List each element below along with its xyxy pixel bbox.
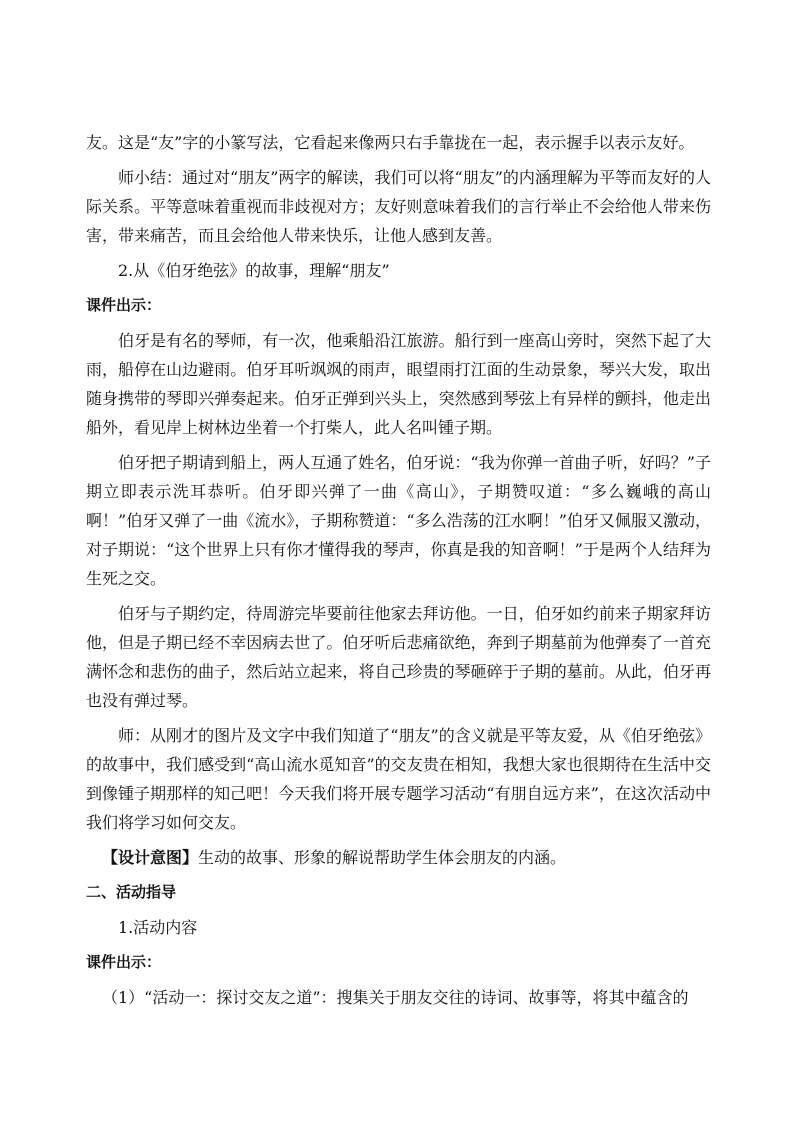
subsection-heading-story: 2.从《伯牙绝弦》的故事，理解“朋友” bbox=[118, 261, 390, 280]
document-page bbox=[86, 128, 711, 1012]
design-intent-text: 生动的故事、形象的解说帮助学生体会朋友的内涵。 bbox=[198, 848, 567, 867]
courseware-label-2: 课件出示： bbox=[86, 953, 162, 971]
paragraph-story-1: 伯牙是有名的琴师，有一次，他乘船沿江旅游。船行到一座高山旁时，突然下起了大雨，船停在山边避雨。伯牙耳听飒飒的雨声，眼望雨打江面的生动景象，琴兴大发，取出随身携带的琴即兴弹奏起来。伯牙正弹到兴头上，突然感到琴弦上有异样的颤抖，他走出船外，看见岸上树林边坐着一个打柴人，此人名叫锺子期。 bbox=[86, 331, 711, 437]
section-heading-activity: 二、活动指导 bbox=[86, 883, 177, 901]
paragraph-story-2: 伯牙把子期请到船上，两人互通了姓名，伯牙说：“我为你弹一首曲子听，好吗？”子期立即表示洗耳恭听。伯牙即兴弹了一曲《高山》，子期赞叹道：“多么巍峨的高山啊！”伯牙又弹了一曲《流水》，子期称赞道：“多么浩荡的江水啊！”伯牙又佩服又激动，对子期说：“这个世界上只有你才懂得我的琴声，你真是我的知音啊！”于是两个人结拜为生死之交。 bbox=[86, 453, 711, 588]
subsection-heading-content: 1.活动内容 bbox=[118, 918, 198, 937]
paragraph-story-3: 伯牙与子期约定，待周游完毕要前往他家去拜访他。一日，伯牙如约前来子期家拜访他，但是子期已经不幸因病去世了。伯牙听后悲痛欲绝，奔到子期墓前为他弹奏了一首充满怀念和悲伤的曲子，然后站立起来，将自己珍贵的琴砸碎于子期的墓前。从此，伯牙再也没有弹过琴。 bbox=[86, 604, 711, 710]
design-intent-tag: 【设计意图】 bbox=[102, 848, 199, 867]
design-intent bbox=[86, 843, 711, 872]
paragraph-teacher-intro: 师：从刚才的图片及文字中我们知道了“朋友”的含义就是平等友爱，从《伯牙绝弦》的故事中，我们感受到“高山流水觅知音”的交友贵在相知，我想大家也很期待在生活中交到像锺子期那样的知己吧！今天我们将开展专题学习活动“有朋自远方来”，在这次活动中我们将学习如何交友。 bbox=[86, 726, 711, 832]
paragraph-continuation: 友。这是“友”字的小篆写法，它看起来像两只右手靠拢在一起，表示握手以表示友好。 bbox=[86, 133, 695, 152]
courseware-label: 课件出示： bbox=[86, 296, 162, 314]
activity-one-item: （1）“活动一：探讨交友之道”：搜集关于朋友交往的诗词、故事等，将其中蕴含的 bbox=[102, 988, 689, 1007]
paragraph-teacher-summary: 师小结：通过对“朋友”两字的解读，我们可以将“朋友”的内涵理解为平等而友好的人际关系。平等意味着重视而非歧视对方；友好则意味着我们的言行举止不会给他人带来伤害，带来痛苦，而且会给他人带来快乐，让他人感到友善。 bbox=[86, 168, 711, 245]
